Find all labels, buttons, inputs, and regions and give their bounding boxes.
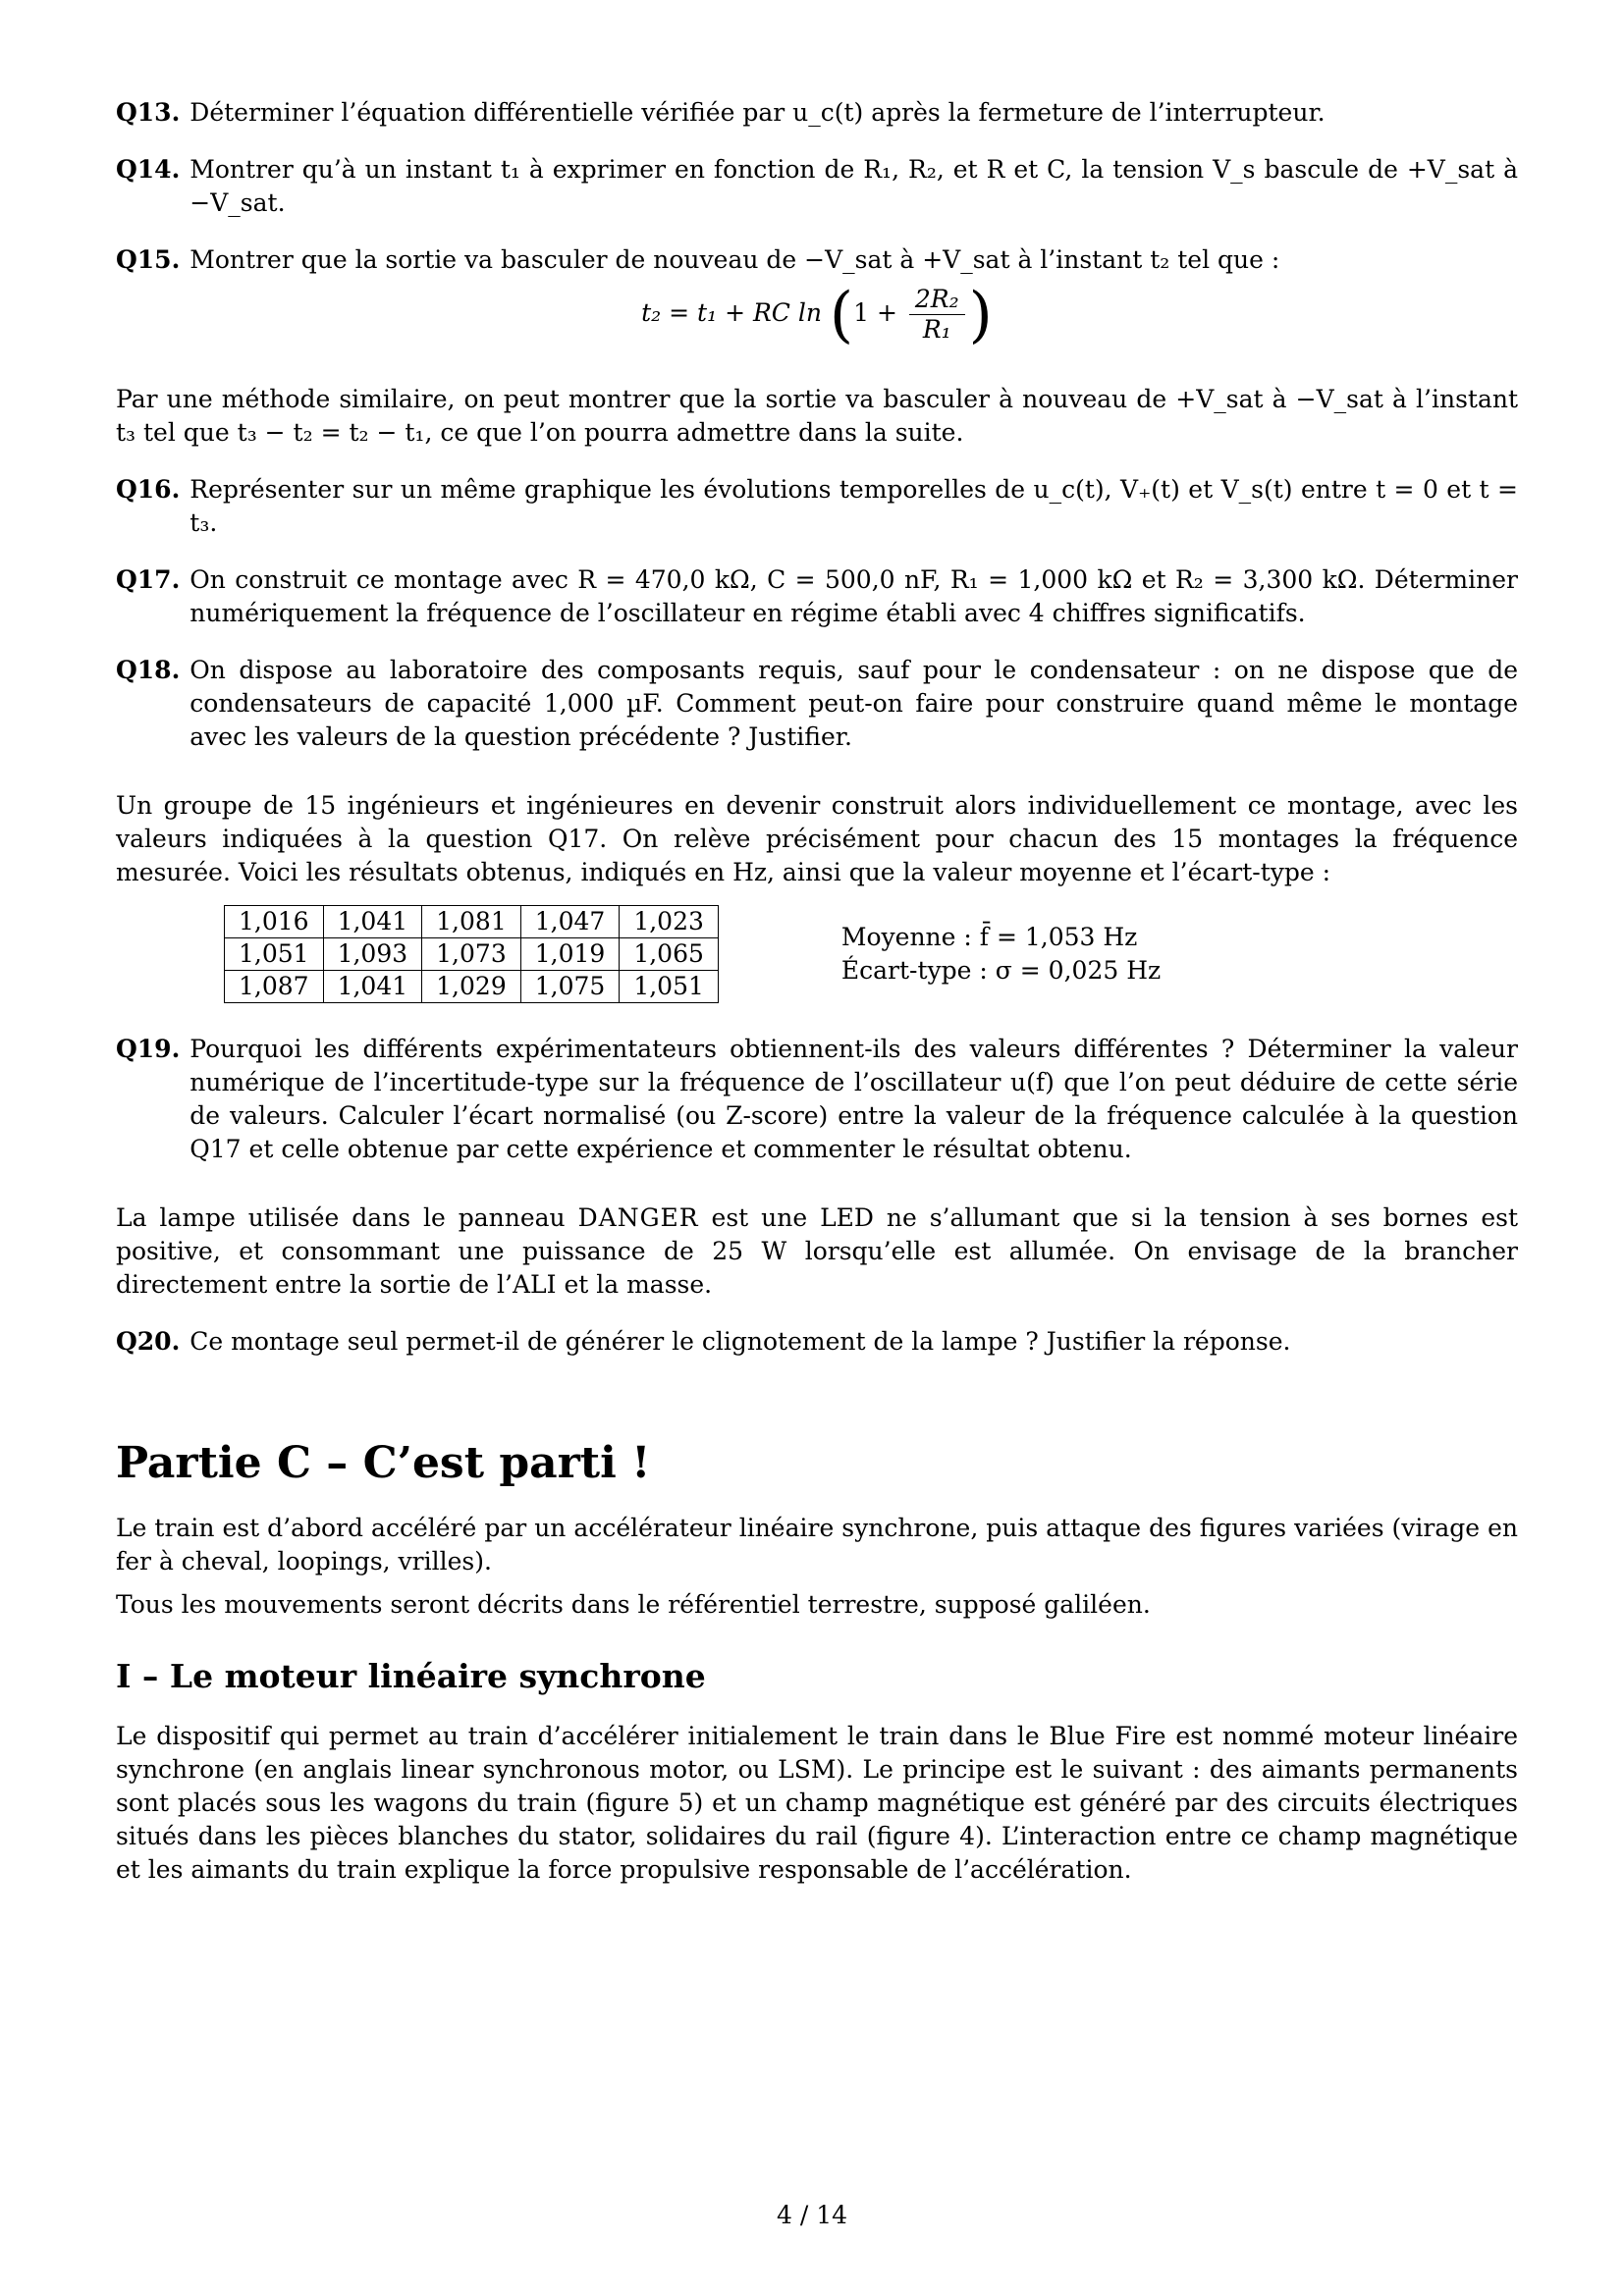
page-number: 4 / 14 [776, 2201, 848, 2229]
equation-t2 [116, 278, 1518, 357]
paragraph-method: Par une méthode similaire, on peut montrer que la sortie va basculer à nouveau de +V_sat à −V_sat à l’instant t₃ tel que t₃ − t₂ = t₂ − t₁, ce que l’on pourra admettre dans la suite. [116, 385, 1518, 447]
table-row [225, 938, 719, 971]
table-cell: 1,023 [620, 906, 719, 938]
part-c-heading: Partie C – C’est parti ! [116, 1438, 651, 1488]
section-1-heading: I – Le moteur linéaire synchrone [116, 1657, 706, 1695]
equation-fraction [909, 285, 965, 345]
question-text: On construit ce montage avec R = 470,0 kΩ, C = 500,0 nF, R₁ = 1,000 kΩ et R₂ = 3,300 kΩ. Déterminer numériquement la fréquence de l’oscillateur en régime établi avec 4 chiffres significatifs. [189, 565, 1518, 627]
table-cell: 1,081 [422, 906, 521, 938]
question-text: Montrer que la sortie va basculer de nouveau de −V_sat à +V_sat à l’instant t₂ tel que : [189, 245, 1280, 274]
table-cell: 1,047 [520, 906, 620, 938]
question-q19 [116, 1033, 1518, 1166]
question-q15 [116, 243, 1518, 277]
question-text: Déterminer l’équation différentielle vérifiée par u_c(t) après la fermeture de l’interrupteur. [189, 98, 1326, 127]
paragraph-lamp [116, 1201, 1518, 1302]
std-dev-value: Écart-type : σ = 0,025 Hz [840, 956, 1162, 985]
table-cell: 1,065 [620, 938, 719, 971]
table-cell: 1,051 [620, 971, 719, 1003]
question-q18 [116, 654, 1518, 754]
table-row [225, 906, 719, 938]
question-label: Q20. [116, 1327, 181, 1356]
table-cell: 1,051 [225, 938, 324, 971]
lamp-text-after: est une LED ne s’allumant que si la tension à ses bornes est positive, et consommant une puissance de 25 W lorsqu’elle est allumée. On envisage de la brancher directement entre la sortie de l’ALI et la masse. [116, 1203, 1519, 1299]
table-cell: 1,041 [323, 971, 422, 1003]
equation-open-paren: ( [829, 278, 854, 350]
paragraph-group: Un groupe de 15 ingénieurs et ingénieures en devenir construit alors individuellement ce montage, avec les valeurs indiquées à la question Q17. On relève précisément pour chacun des 15 montages la fréquence mesurée. Voici les résultats obtenus, indiqués en Hz, ainsi que la valeur moyenne et l’écart-type : [116, 791, 1518, 886]
table-cell: 1,016 [225, 906, 324, 938]
question-q20 [116, 1325, 1518, 1359]
question-label: Q13. [116, 98, 181, 127]
table-cell: 1,041 [323, 906, 422, 938]
question-text: On dispose au laboratoire des composants requis, sauf pour le condensateur : on ne dispose que de condensateurs de capacité 1,000 µF. Comment peut-on faire pour construire quand même le montage avec les valeurs de la question précédente ? Justifier. [189, 656, 1518, 751]
question-text: Représenter sur un même graphique les évolutions temporelles de u_c(t), V₊(t) et V_s(t) entre t = 0 et t = t₃. [189, 475, 1518, 537]
question-text: Pourquoi les différents expérimentateurs obtiennent-ils des valeurs différentes ? Déterminer la valeur numérique de l’incertitude-type sur la fréquence de l’oscillateur u(f) que l’on peut déduire de cette série de valeurs. Calculer l’écart normalisé (ou Z-score) entre la valeur de la fréquence calculée à la question Q17 et celle obtenue par cette expérience et commenter le résultat obtenu. [189, 1035, 1518, 1163]
equation-close-paren: ) [968, 278, 993, 350]
equation-one-plus: 1 + [853, 298, 897, 327]
frequency-results [224, 905, 1518, 1003]
frequency-table [224, 905, 719, 1003]
table-cell: 1,075 [520, 971, 620, 1003]
question-q13 [116, 96, 1518, 130]
question-q14 [116, 153, 1518, 220]
question-q17 [116, 563, 1518, 630]
question-text: Montrer qu’à un instant t₁ à exprimer en fonction de R₁, R₂, et R et C, la tension V_s bascule de +V_sat à −V_sat. [189, 155, 1518, 217]
question-label: Q17. [116, 565, 181, 594]
question-label: Q19. [116, 1035, 181, 1063]
part-c-intro: Le train est d’abord accéléré par un accélérateur linéaire synchrone, puis attaque des figures variées (virage en fer à cheval, loopings, vrilles). [116, 1514, 1518, 1575]
equation-lhs: t₂ = t₁ + RC ln [641, 298, 822, 327]
lamp-text-before: La lampe utilisée dans le panneau [116, 1203, 578, 1232]
question-label: Q18. [116, 656, 181, 684]
question-label: Q16. [116, 475, 181, 504]
question-label: Q14. [116, 155, 181, 184]
part-c-frame: Tous les mouvements seront décrits dans le référentiel terrestre, supposé galiléen. [116, 1590, 1151, 1619]
question-label: Q15. [116, 245, 181, 274]
statistics-block [841, 921, 1161, 988]
question-q16 [116, 473, 1518, 540]
question-text: Ce montage seul permet-il de générer le clignotement de la lampe ? Justifier la réponse. [189, 1327, 1291, 1356]
mean-value: Moyenne : f̄ = 1,053 Hz [840, 923, 1138, 951]
table-cell: 1,093 [323, 938, 422, 971]
table-cell: 1,087 [225, 971, 324, 1003]
equation-denominator: R₁ [922, 315, 951, 344]
table-cell: 1,019 [520, 938, 620, 971]
section-1-text: Le dispositif qui permet au train d’accélérer initialement le train dans le Blue Fire est nommé moteur linéaire synchrone (en anglais linear synchronous motor, ou LSM). Le principe est le suivant : des aimants permanents sont placés sous les wagons du train (figure 5) et un champ magnétique est généré par des circuits électriques situés dans les pièces blanches du stator, solidaires du rail (figure 4). L’interaction entre ce champ magnétique et les aimants du train explique la force propulsive responsable de l’accélération. [116, 1722, 1518, 1884]
table-cell: 1,029 [422, 971, 521, 1003]
danger-label: DANGER [577, 1203, 699, 1232]
page-content [116, 96, 1518, 1910]
table-row [225, 971, 719, 1003]
table-cell: 1,073 [422, 938, 521, 971]
equation-numerator: 2R₂ [909, 285, 965, 315]
